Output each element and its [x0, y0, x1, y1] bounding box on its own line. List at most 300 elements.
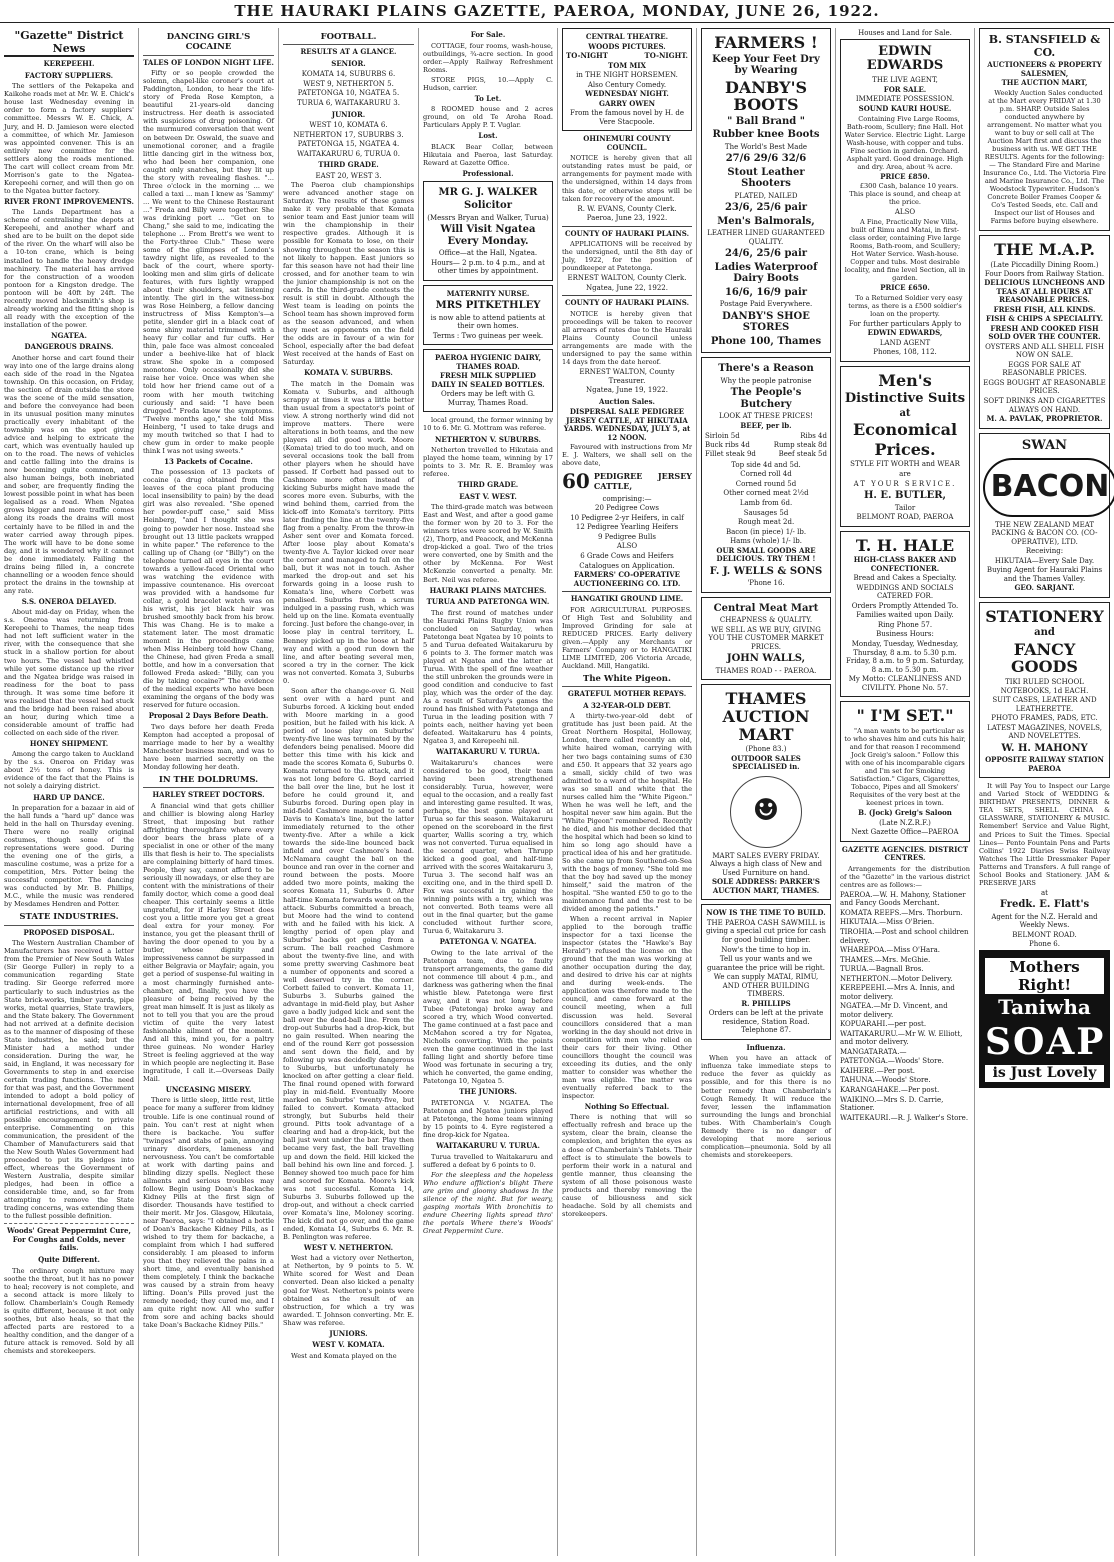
ad-text: F. J. WELLS & SONS [709, 565, 823, 577]
article-text: Arrangements for the distribution of the "Gazette" in the various district centres are as follows:— [840, 864, 970, 889]
heading: Quite Different. [38, 1255, 100, 1265]
heading: KEREPEEHI. [43, 59, 95, 69]
heading: GAZETTE AGENCIES. DISTRICT CENTRES. [841, 844, 969, 863]
meat-mart-ad [701, 597, 831, 681]
article-text: The match in the Domain was Komata v. Suburbs, and although scrappy at times it was a little better than usual from a spectator's point of view. A strong northerly wind did not improve matters. There were alterations in both teams, and the new players all did good work. Moore (Komata) tried to do too much, and on several occasions took the ball from other players when he should have passed. If Corbett had passed out to Cashmore more often instead of kicking Suburbs might have made the scores more even. Suburbs, with the wind behind them, carried from the kick-off into Komata's territory. Pitts later finding the line at the twenty-five flag from a penalty. From the throw-in Asher sent over and Komata forced. After loose play about Komata's twenty-five A. Taylor kicked over near the corner and managed to fall on the ball, but it was not in touch. Asher marked the drop-out and set his forwards going in a loose rush to Komata's line, where Corbett was penalised. Suburbs from a scrum indulged in a passing rush, which was held up on the line. Komata eventually forcing. Just before the change-over, in loose play in central territory, L. Benney picked up in the loose at half way and with a good run down the line, and after beating several men, scored a try in the corner. The kick was not converted. Komata 3, Suburbs 0. [283, 379, 414, 685]
ad-title: B. STANSFIELD & CO. [988, 33, 1101, 59]
ad-text: TO-NIGHT. [644, 51, 688, 61]
ad-text: and [1034, 627, 1055, 639]
ad-text: For further particulars Apply to [848, 319, 962, 328]
price-item: Hams (whole) 1/- lb. [730, 537, 802, 546]
ad-text: Stout Leather Shooters [727, 166, 805, 190]
ad-text: THE PAEROA CASH SAWMILL is giving a special cut price for cash for good building timber. [706, 918, 826, 944]
cattle-item: 20 Pedigree Cows [595, 504, 659, 513]
ad-text: FRESH FISH, ALL KINDS. [993, 304, 1096, 314]
ad-text: in THE NIGHT HORSEMEN. [576, 71, 678, 80]
notice-text: APPLICATIONS will be received by the undersigned, until the 8th day of July, 1922, for the position of poundkeeper at Patetonga. [562, 240, 692, 273]
heading: WAITAKARURU V. TURUA. [436, 747, 540, 757]
ad-text: STYLE FIT WORTH and WEAR [850, 460, 960, 469]
poem: For the sleepless and the hopeless Who endure affliction's blight There are grim and gloomy shadows In the silence of the night. But for weary, gasping mortals With bronchitis to endure Cheering lights spread thro' the portals Where there's Woods' Great Peppermint Cure. [423, 1170, 553, 1235]
ad-text: SOAP [985, 1021, 1106, 1064]
heading: THIRD GRADE. [457, 480, 519, 490]
article-text: In preparation for a bazaar in aid of the hall funds a "hard up" dance was held in the hall on Thursday evening. There were no really original costumes, though some of the representations were good. During the evening one of the girls, a masculine costume, was a prize for a competition, Mrs. Potter being the successful competitor. The dancing was conducted by Mr. B. Phillips, M.C., while the music was rendered by Mesdames Hendren and Potter. [4, 804, 134, 909]
ad-text: A Fine, Practically New Villa, built of Rimu and Matai, in first-class order, containing Five large Rooms, Bath-room, and Scullery; Hot Water Service. Wash-house. Copper and tubs. Most desirable locality, and fine level Section, all in garden. [844, 217, 966, 283]
heading: DANGEROUS DRAINS. [24, 342, 114, 352]
column-6 [697, 28, 836, 1556]
article-text: The possession of 13 packets of cocaine (a drug obtained from the leaves of the coca plant producing local insensibility to pain) by the dead girl was also revealed. "She opened her powder-puff case," said Miss Heinberg, "and I thought she was going to powder her nose. Instead she brought out 13 little packets wrapped in white paper." The reference to the calling up of Chang (or "Billy") on the telephone turned all eyes in the court towards a yellow-faced Oriental who was watching the evidence with impassive countenance. His overcoat was provided with a handsome fur collar, a gold bracelet watch was on his wrist, his jet black hair was brushed smoothly back from his brow. This was Chang. He is to make a statement later. The most dramatic moment in the proceedings came when Miss Heinberg told how Chang, the Chinese, had given Freda a small bottle, and how in a conversation that followed Freda asked: "Billy, can you die by taking cocaine?" The evidence of the medical experts who have been examining the organs of the body was reserved for future occasion. [143, 468, 274, 710]
agency-item: NETHERTON.—Motor Delivery. [840, 974, 953, 983]
ad-text: LEATHER LINED GUARANTEED QUALITY. [707, 229, 825, 246]
ad-text [566, 52, 688, 61]
cattle-item: 10 Pedigree 2-yr Heifers, in calf [570, 513, 684, 522]
heading: STATE INDUSTRIES. [4, 912, 134, 925]
heading: Woods' Great Peppermint Cure, For Coughs and Colds, never fails. [7, 1226, 131, 1253]
heading: IN THE DOLDRUMS. [143, 775, 274, 788]
ad-text: Weekly Auction Sales conducted at the Mart every FRIDAY at 1.30 p.m. SHARP. Outside Sales conducted anywhere by arrangement. No matter what you want to buy or sell call at The Auction Mart first and discuss the business with us. WE GET THE RESULTS. Agents for the following:— The Standard Fire and Marine Insurance Co., Ltd. The Victoria Fire and Marine Insurance Co., Ltd. The Woodstock Typewriter. Hudson's Concrete Boiler Frames Cooper & Co's Tested Seeds, etc. Call and Inspect our list of Houses and Farms before buying elsewhere. [983, 88, 1106, 226]
ad-text: AUCTIONEERS & PROPERTY SALESMEN, [987, 60, 1102, 78]
ad-text: R. PHILLIPS [741, 998, 791, 1008]
ad-text: FISH & CHIPS A SPECIALITY. [985, 314, 1104, 324]
heading: EAST V. WEST. [459, 491, 517, 501]
ad-text: Phone 6. [1029, 940, 1060, 949]
ad-text: Ladies Waterproof Dairy Boots [714, 261, 818, 285]
bacon-ad [979, 433, 1110, 598]
heading: To Let. [474, 93, 502, 103]
ad-text: HIGH-CLASS BAKER AND CONFECTIONER. [853, 555, 957, 573]
ad-text: We can supply MATAI, RIMU, AND OTHER BUILDING TIMBERS. [713, 973, 819, 999]
column-2 [139, 28, 279, 1556]
result-line: PATETONGA 15, NGATEA 4. [297, 140, 400, 149]
nurse-ad [423, 285, 553, 346]
ad-text: WOODS PICTURES. [588, 41, 666, 51]
article-text: Fifty or so people crowded the solemn, chapel-like coroner's court at Paddington, London, to hear the life-story of Freda Rose Kempton, a beautiful 21-years-old dancing instructress. Her death is associated with suspicions of drug poisoning. Of the murmured conversation that went on between Dr. Oswald, the suave and unemotional coroner, and a fragile little dancing girl in the witness box, who had been her companion, one caught only snatches, but they lit up the story with revealing flashes. "... Three o'clock in the morning ... we called a taxi ... man I knew as 'Sammy' ... We went to the Chinese Restaurant ..." Freda and Billy were together. She was drinking port ... "Get on to Chang," she said to me, indicating the telephone ... From Brett's we went to the Forty-three Club." These were some of the glimpses of London's tawdry night life, as revealed to the back of the court, where sporty-looking men and slim girls of delicate features, with furs lightly wrapped about their shoulders, sat listening intently. The girl in the witness-box was Rose Heinberg, a fellow dancing instructress of Miss Kempton's—a petite, slender girl in a black coat of some shiny material trimmed with a heavy fur collar and fur cuffs. Her thin, pale face was almost concealed under a beehive-like hat of black straw. She spoke in a composed monotone. Only occasionally did she raise her voice. Once was when she told how her friend came out of a room with her mouth twitching curiously and said: "I have been drugged." Freda knew the symptoms. "Twelve months ago," she told Miss Heinberg, "I used to take drugs and my mouth twitched so that I had to chew gum in order to make people think I was not using sweets." [143, 69, 274, 455]
notice-sign: R. W. EVANS, County Clerk. [577, 204, 677, 213]
ad-price: PRICE £650. [880, 283, 930, 293]
ad-text: WE SELL AS WE BUY, GIVING YOU THE CUSTOMER MARKET PRICES. [708, 625, 824, 651]
ad-text: THE NEW ZEALAND MEAT PACKING & BACON CO. (CO-OPERATIVE), LTD. [991, 520, 1098, 546]
soap-ad [979, 950, 1110, 1089]
ad-text: THE LIVE AGENT, [872, 76, 938, 85]
bacon-logo: BACON [983, 458, 1114, 517]
heading: Nothing So Effectual. [584, 1101, 670, 1111]
article-text: Another horse and cart found their way into one of the large drains along each side of the road in the Ngatea township. On this occasion, on Friday, the section of drain outside the store was the scene of the mild sensation, and before the conveyance had been in its unusual position many minutes practically every inhabitant of the township was on the spot giving advice and helping to extricate the cart, which was eventually hauled up on to the road. The news of vehicles and cattle falling into the drains is now becoming quite common, and also human beings, both inebriated and sober, are frequently finding the lowest possible point in what has been legalised as a road. When Ngatea grows bigger and more traffic comes along its roads the drains will most certainly have to be filled in and the water carried away through pipes. The work will have to be done some day, and it is wondered why it cannot be done immediately. Failing the drains being filled in, a concrete channelling or a wooden fence should protect the drains in the township at any rate. [4, 353, 134, 595]
agency-item: HIKUTAIA.—Miss O'Brien. [840, 918, 935, 927]
ad-text: BEEF, per lb. [740, 421, 792, 430]
agency-item: PATETONGA.—Woods' Store. [840, 1057, 944, 1066]
notice-date: Ngatea, June 22, 1922. [586, 283, 668, 292]
ad-title: There's a Reason [718, 363, 814, 375]
agency-item: TIROHIA.—Post and school children delivery. [840, 927, 969, 945]
result-line: EAST 20, WEST 3. [315, 171, 382, 180]
price-item: Corned round 5d [735, 479, 797, 488]
notice-text: NOTICE is hereby given that all outstanding rates must be paid, or arrangements for payment made with the undersigned, within 14 days from this date, or otherwise steps will be taken for recovery of the amount. [562, 154, 692, 203]
theatre-ad [562, 28, 692, 131]
ad-text: THE AUCTION MART, [1001, 78, 1088, 88]
classified: STORE PIGS, 10.—Apply C. Hudson, carrier. [423, 75, 553, 92]
ad-text: OUTDOOR SALES SPECIALISED in. [731, 753, 801, 772]
heading: THIRD GRADE. [318, 160, 379, 170]
heading: OHINEMURI COUNTY COUNCIL. [583, 134, 671, 152]
heading: COUNTY OF HAURAKI PLAINS. [564, 228, 690, 238]
ad-text: It will Pay You to Inspect our Large and Varied Stock of WEDDING & BIRTHDAY PRESENTS, DINNER & TEA SETS, SHELL CHINA & GLASSWARE, STATIONERY & MUSIC. Remember! Service and Value Right, and Prices to Suit the Times. Special Lines— Pento Fountain Pens and Parts Collins' 1922 Diaries Swiss Railway Watches The Little Dressmaker Paper Patterns and Transfers. A full range of School Books and Stationery. JAM & PRESERVE JARS [979, 782, 1110, 887]
ad-text: EDWIN EDWARDS, [867, 328, 943, 338]
heading: Lost. [478, 131, 498, 141]
ad-text: DANBY'S BOOTS [724, 77, 808, 115]
ad-text: SOLE ADDRESS: PARKER'S AUCTION MART, THAMES. [712, 877, 820, 895]
article-text: When you have an attack of influenza take immediate steps to reduce the fever as quickly as possible, and for this there is no better remedy than Chamberlain's Cough Remedy. It will reduce the fever, lessen the inflammation surrounding the lungs and bronchial tubes. With Chamberlain's Cough Remedy there is no danger of developing that more serious complication—pneumonia. Sold by all chemists and storekeepers. [701, 1054, 831, 1159]
ad-title: Mothers Right! [985, 958, 1104, 995]
ad-text: FARMERS' CO-OPERATIVE AUCTIONEERING CO. LTD. [573, 570, 681, 588]
ad-text: PEDIGREE JERSEY CATTLE, [593, 470, 692, 491]
agency-item: KAIHERE.—Per post. [840, 1066, 916, 1075]
heading: HARLEY STREET DOCTORS. [152, 790, 265, 800]
ad-text: From the famous novel by H. de Vere Stacpoole. [569, 109, 685, 126]
ad-text: Receiving: [1025, 547, 1064, 556]
article-text: A thirty-two-year-old debt of gratitude has just been paid. At the Great Northern Hospital, Holloway, London, there called recently an old, white haired woman, carrying with her two bags containing sums of £30 and £50. It appears that 32 years ago a small, sickly child of two was admitted to a ward of the hospital. He was so small and white that the nurses called him the "White Pigeon." When he was well he left, and the hospital never saw him again. But the "White Pigeon" remembered. Recently he died, and his mother decided that the hospital which had been so kind to him so long ago should have a practical idea of his and her gratitude. So she came up from Southend-on-Sea with the bags of money. "She told me that the boy had saved up the money himself," said the matron of the hospital. "She wanted £50 to go to the maintenance fund and the rest to be divided among the patients." [562, 712, 692, 914]
heading: FACTORY SUPPLIERS. [24, 70, 114, 80]
result-line: TURUA 6, WAITAKARURU 3. [297, 99, 400, 108]
heading: THE JUNIORS. [459, 1087, 517, 1097]
price-item: Other corned meat 2½d [723, 489, 809, 498]
heading: NGATEA. [51, 330, 87, 340]
heading: PROPOSED DISPOSAL. [23, 927, 115, 937]
ad-text: £300 Cash, balance 10 years. This place is sound, and cheap at the price. [849, 182, 961, 207]
ad-text: at [1041, 888, 1048, 897]
ad-text: Next Gazette Office—PAEROA [851, 828, 959, 837]
article-text: There is nothing that will so effectually refresh and brace up the system, clear the brain, cleanse the complexion, and brighten the eyes as a dose of Chamberlain's Tablets. Their effect is to stimulate the bowels to perform their work in a natural and gentle manner, thus cleansing the system of all those poisonous waste products and thereby removing the cause of biliousness and sick headache. Sold by all chemists and storekeepers. [562, 1113, 692, 1218]
ad-text: HIKUTAIA—Every Sale Day. [994, 556, 1095, 565]
column-4 [419, 28, 558, 1556]
heading: FOOTBALL. [283, 32, 414, 45]
ad-text: The People's Butchery [730, 387, 802, 410]
ad-text: The World's Best Made [724, 142, 808, 151]
ad-text: (Late N.Z.R.F.) [879, 818, 931, 827]
ad-price: 24/6, 25/6 pair [724, 248, 808, 260]
heading: TURUA AND PATETONGA WIN. [426, 597, 550, 607]
heading: HAURAKI PLAINS MATCHES. [429, 585, 547, 595]
heading: Auction Sales. [599, 396, 655, 406]
result-line: WEST 10, KOMATA 6. [309, 121, 388, 130]
heading: RIVER FRONT IMPROVEMENTS. [4, 196, 134, 206]
ad-text: Prices. [874, 439, 936, 459]
price-list [705, 432, 827, 460]
ad-text: My Motto: CLEANLINESS AND CIVILITY. Phone No. 57. [848, 675, 962, 692]
ad-text: Tell us your wants and we guarantee the price will be right. [707, 955, 825, 972]
ad-text: Bread and Cakes a Specialty. [853, 574, 957, 583]
ad-text: SOFT DRINKS AND CIGARETTES ALWAYS ON HAND. [983, 396, 1106, 414]
ad-text: PHOTO FRAMES, PADS, ETC. [991, 714, 1098, 723]
column-7 [836, 28, 975, 1556]
ad-title: SWAN [1021, 437, 1068, 453]
notice-date: Ngatea, June 19, 1922. [586, 386, 668, 395]
ad-text: H. E. BUTLER, [863, 490, 947, 502]
agency-item: WAITEKAURI.—R. J. Walker's Store. [840, 1113, 969, 1122]
ad-title: STATIONERY [985, 606, 1104, 626]
ad-text: JOHN WALLS, [726, 653, 806, 665]
ad-text: LOOK AT THESE PRICES! [719, 412, 813, 421]
agency-item: THAMES.—Mrs. McGhie. [840, 955, 931, 964]
heading: COUNTY OF HAURAKI PLAINS. [564, 298, 690, 308]
masthead: THE HAURAKI PLAINS GAZETTE, PAEROA, MONDAY, JUNE 26, 1922. [0, 0, 1114, 23]
notice-date: Paeroa, June 23, 1922. [586, 214, 668, 223]
ad-text: OUR SMALL GOODS ARE DELICIOUS. TRY THEM ! [716, 545, 816, 564]
ad-text: MRS PITKETHLEY [435, 300, 541, 312]
price-item: Rough meat 2d. [737, 518, 795, 527]
ad-title: PAEROA HYGIENIC DAIRY, THAMES ROAD. [434, 353, 542, 371]
baker-ad [840, 531, 970, 698]
ad-title: MATERNITY NURSE. [446, 288, 530, 298]
ad-text: TIKI RULED SCHOOL NOTEBOOKS, 1d EACH. [1000, 678, 1089, 695]
ad-title: THAMES AUCTION MART [722, 689, 810, 744]
ad-text: Also Century Comedy. [587, 80, 667, 89]
article-text: Turua travelled to Waitakaruru and suffered a defeat by 6 points to 0. [423, 1152, 553, 1169]
heading: A 32-YEAR-OLD DEBT. [583, 700, 671, 710]
sawmill-ad [701, 904, 831, 1039]
ad-text: IMMEDIATE POSSESSION. [855, 95, 955, 104]
stationery-ad [979, 602, 1110, 779]
ad-text: Business Hours: [876, 630, 934, 639]
heading: PATETONGA V. NGATEA. [439, 937, 537, 947]
price-item: Sausages 5d [743, 508, 789, 517]
ad-text: Terms : Two guineas per week. [432, 331, 544, 340]
section-tag: Houses and Land for Sale. [858, 29, 952, 37]
heading: For Sale. [470, 30, 506, 39]
price-item: Top side 4d and 5d. [731, 460, 801, 469]
ad-text: ALSO [894, 208, 916, 217]
cattle-item: Catalogues on Application. [579, 561, 675, 570]
ad-title: EDWIN EDWARDS [866, 43, 944, 74]
heading: WAITAKARURU V. TURUA. [436, 1141, 540, 1151]
ad-text: Ring Phone 57. [877, 620, 933, 629]
agency-item: MANGATARATA.— [840, 1047, 907, 1056]
price-row [705, 441, 827, 450]
ad-text: Orders Promptly Attended To. [851, 601, 959, 610]
cattle-item: ALSO [616, 542, 638, 551]
agency-item: KARANGAHAKE.—Per post. [840, 1086, 940, 1095]
heading: DANCING GIRL'S COCAINE [143, 32, 274, 56]
article-text: PATETONGA V. NGATEA. The Patetonga and Ngatea juniors played at Patetonga, the home team winning by 15 points to 4. Eyre registered a fine drop-kick for Ngatea. [423, 1098, 553, 1140]
price-item: Lamb from 6d. [739, 498, 793, 507]
price-item: Fillet steak 9d [705, 450, 756, 459]
edwards-ad [840, 39, 970, 362]
cattle-item: 9 Pedigree Bulls [598, 532, 656, 541]
ad-text: BELMONT ROAD, PAEROA [856, 513, 954, 522]
ad-text: Postage Paid Everywhere. [719, 300, 813, 309]
heading: JUNIOR. [331, 109, 366, 119]
ad-text: FANCY GOODS [1011, 639, 1078, 677]
ad-text: Favoured with instructions from Mr E. J. Walters, we shall sell on the above date, [562, 443, 692, 468]
agency-item: WAIKINO.—Mrs S. D. Carrie, Stationer. [840, 1095, 944, 1113]
ad-text: GEO. SARJANT. [1014, 583, 1075, 593]
article-text: Owing to the late arrival of the Patetonga team, due to faulty transport arrangements, the game did not commence till about 4 p.m., and darkness was gathering when the final whistle blew. Patetonga were first away, and it was not long before Tubee (Patetonga) broke away and scored a try, which Wood converted. The game continued at a fast pace and McMahon scored a try for Ngatea, Nicholls converting. With the points even the game continued in the last falling light and shortly before time Wood was fortunate in securing a try, which he converted, the game ending, Patetonga 10, Ngatea 5. [423, 948, 553, 1086]
heading: HONEY SHIPMENT. [29, 738, 109, 748]
heading: NETHERTON V. SUBURBS. [435, 434, 541, 444]
ad-text: 'Phone 16. [747, 579, 785, 588]
article-text: When a recent arrival in Napier applied to the borough traffic inspector for a taxi license the inspector (states the "Hawke's Bay Herald") refused the license on the ground that the man was working at another occupation during the day, and desired to drive his car at nights and during week-ends. The application was therefore made to the council, and came forward at the council meeting, when a full discussion was held. Several councillors considered that a man working in the day should not drive in competition with men who relied on their cars for their living. Other councillors thought the council was exceeding its duties, and the only matter to consider was whether the man was eligible. The matter was eventually referred back to the inspector. [562, 915, 692, 1100]
article-text: West had a victory over Netherton, at Netherton, by 9 points to 5. W. White scored for West and Dean converted. Dean also kicked a penalty goal for West. Netherton's points were obtained as the result of an obstruction, for which a try was awarded. T. Johnson converting. Mr. E. Shaw was referee. [283, 1254, 414, 1327]
ad-text: Monday, Tuesday, Wednesday, Thursday, 8 a.m. to 5.30 p.m. Friday, 8 a.m. to 9 p.m. Saturday, 8 a.m. to 5.30 p.m. [845, 640, 964, 674]
notice-sign: ERNEST WALTON, County Clerk. [567, 274, 687, 283]
result-line: WEST 9, NETHERTON 5. [303, 79, 394, 88]
ad-price: 16/6, 16/9 pair [724, 286, 808, 298]
ad-text: To a Returned Soldier very easy terms, as there is a £500 soldier's loan on the property. [848, 293, 963, 318]
agency-list [840, 891, 970, 1122]
ad-text: DANBY'S SHOE STORES [722, 310, 810, 334]
ad-text: LAND AGENT [879, 338, 931, 347]
article-text: The third-grade match was between East and West, and after a good game the former won by 20 to 3. For the winners tries were scored by W. Smith (2), Thorp, and Peacock, and McKenna drop-kicked a goal. Two of the tries were converted, one by Smith and the other by McKenna. For West McKenzie converted a penalty. Mr. Bert. Neil was referee. [423, 503, 553, 584]
ad-text: Rubber knee Boots [712, 129, 820, 141]
notice-sign: ERNEST WALTON, County Treasurer. [579, 368, 675, 385]
heading: KOMATA V. SUBURBS. [304, 367, 393, 377]
ad-price: 27/6 29/6 32/6 [725, 153, 807, 165]
ad-text: Distinctive Suits [844, 390, 966, 406]
ad-text: FOR SALE. [883, 84, 927, 94]
result-line: KOMATA 14, SUBURBS 6. [301, 70, 396, 79]
cattle-item: 12 Pedigree Yearling Heifers [575, 523, 679, 532]
ad-text: Will Visit Ngatea Every Monday. [440, 224, 536, 247]
ad-text: Men's Balmorals, [717, 215, 815, 227]
saloon-ad [840, 701, 970, 842]
auctioneer-figure-icon: ☻ [730, 776, 802, 848]
ad-text: BELMONT ROAD. [1012, 930, 1077, 939]
classified: 8 ROOMED house and 2 acres ground, on old Te Aroha Road. Particulars Apply P. T. Vuglar. [423, 105, 553, 130]
heading: TALES OF LONDON NIGHT LIFE. [143, 57, 274, 67]
column-5 [558, 28, 697, 1556]
price-item: Bacon (in piece) 1/- lb. [725, 527, 807, 536]
ad-title: FARMERS ! [714, 33, 818, 52]
tailor-ad [840, 366, 970, 527]
ad-text: WEDNESDAY NIGHT. [585, 89, 669, 99]
heading: S.S. ONEROA DELAYED. [21, 596, 117, 606]
section-title: "Gazette" District News [4, 30, 134, 57]
agency-item: KEREPEEHI.—Mrs A. Innis, and motor delivery. [840, 984, 955, 1001]
ad-text: W. H. MAHONY [1001, 742, 1088, 754]
ad-text: Economical [852, 420, 958, 440]
article-text: About mid-day on Friday, when the s.s. Oneroa was returning from Kerepeehi to Thames, the neap tides had not left sufficient water in the river, with the consequence that she stuck in a shallow portion for about two hours. The vessel had whistled while yet some distance up the river and the Ngatea bridge was raised in readiness for the boat to pass through. It was some time before it was realised that the vessel had stuck and the bridge had been raised about an hour, during which time a considerable amount of traffic had collected on each side of the river. [4, 608, 134, 737]
column-3 [279, 28, 419, 1556]
heading: JUNIORS. [329, 1328, 368, 1338]
ad-text: Now's the time to hop in. [721, 945, 811, 954]
ad-text: MART SALES EVERY FRIDAY. Always a high class of New and Used Furniture on hand. [709, 851, 822, 877]
agency-item: KOPUARAHI.—per post. [840, 1020, 927, 1029]
heading: HARD UP DANCE. [33, 792, 105, 802]
dairy-ad [423, 349, 553, 412]
ad-text: FRESH MILK SUPPLIED DAILY IN SEALED BOTTLES. [431, 371, 545, 389]
ad-text: Fredk. E. Flatt's [999, 899, 1090, 911]
ad-text: FOR AGRICULTURAL PURPOSES. Of High Test and Solubility and Improved Grinding for sale at REDUCED PRICES. Early delivery given.—Apply any Merchants or Farmers' Company or to HANGATIKI LIME LIMITED, 206 Victoria Arcade, Auckland. Mill, Hangatiki. [562, 605, 692, 670]
ad-text: " Ball Brand " [727, 115, 805, 127]
ad-text: Tailor [894, 503, 916, 512]
classified: BLACK Bear Collar, between Hikutaia and Paeroa, last Saturday. Reward at Gazette Office. [423, 142, 553, 167]
agency-item: PAEROA.—W. H. Mahony, Stationer and Fancy Goods Merchant. [840, 890, 966, 908]
ad-title: THE M.A.P. [993, 240, 1095, 260]
ad-text: DELICIOUS LUNCHEONS AND TEAS AT ALL HOURS AT REASONABLE PRICES. [984, 278, 1105, 305]
heading: WEST V. KOMATA. [312, 1340, 385, 1350]
ad-text: SUIT CASES, LEATHER AND LEATHERETTE. [992, 696, 1097, 713]
ad-text: THAMES ROAD - - PAEROA. [715, 666, 817, 675]
ad-text: Phones, 108, 112. [873, 348, 937, 357]
result-line: WAITAKARURU 6, TURUA 0. [297, 149, 400, 158]
agency-item: TAHUNA.—Woods' Store. [840, 1076, 931, 1085]
ad-text: GARRY OWEN [599, 98, 655, 108]
ad-text: Families waited upon Daily. [856, 611, 954, 620]
agency-item: NGATEA.—Mr D. Vincent, and motor delivery. [840, 1002, 948, 1019]
article-text: Among the cargo taken to Auckland by the s.s. Oneroa on Friday was about 2½ tons of honey. This is evidence of the fact that the Plains is not solely a dairying district. [4, 750, 134, 791]
heading: GRATEFUL MOTHER REPAYS. [567, 689, 687, 699]
price-item: Ribs 4d [800, 431, 827, 440]
result-line: NETHERTON 17, SUBURBS 3. [293, 130, 404, 139]
ad-text: OYSTERS AND ALL SHELL FISH NOW ON SALE. [985, 342, 1104, 360]
price-row [705, 432, 827, 441]
ad-text: "A man wants to be particular as to who shaves him and cuts his hair, and for that reason I recommend Jock Greig's saloon." Follow this with one of his incomparable cigars and I'm set for Smoking Satisfaction." Cigars, Cigarettes, Tobacco, Pipes and all Smokers' Requisites of the very best at the keenest prices in town. [844, 726, 966, 808]
heading: Influenza. [746, 1042, 786, 1052]
ad-title: MR G. J. WALKER [438, 186, 538, 198]
solicitor-ad [423, 181, 553, 281]
cattle-item: comprising:— [602, 494, 652, 503]
price-item: Rump steak 8d [773, 440, 827, 449]
ad-title: Central Meat Mart [713, 602, 819, 614]
auction-mart-ad [701, 684, 831, 900]
heading: Professional. [462, 168, 514, 178]
heading: SENIOR. [331, 58, 366, 68]
article-text: The Lands Department has a scheme of centralising the depots at Kerepeehi, and another wharf and shed are to be built on the depot side of the river. On the wharf will also be a 10-ton crane, which is being installed to handle the heavy dredge machinery. The material has arrived for the construction of a wooden pontoon for a Kingston dredge. The pontoon will be 40ft by 24ft. The recently moved blacksmith's shop is already working and the fitting shop is all ready with the exception of the installation of the power. [4, 208, 134, 329]
ad-text: is Just Lovely [985, 1065, 1104, 1082]
price-item: Corned roll 4d [740, 470, 792, 479]
ad-text: (Phone 83.) [745, 745, 787, 754]
ad-text: WEDDINGS AND SOCIALS CATERED FOR. [856, 583, 954, 601]
heading: WEST V. NETHERTON. [303, 1242, 394, 1252]
stansfield-ad [979, 28, 1110, 231]
article-text: The Paeroa club championships were advanced another stage on Saturday. The results of these games make it very probable that Komata senior team and East junior team will win the championship in their respective grades. Although it is possible for Komata to lose, on their showing throughout the season this is not likely to happen. East juniors so far this season have not had their line crossed, and for another team to win the junior championship is not on the cards. In the third-grade contests the result is still in doubt. Although the West team is leading on points the School team has shown improved form as the season advanced, and when they meet as opponents on the field the odds are in favour of a win for School, especially after the bad defeat West received at the hands of East on Saturday. [283, 181, 414, 366]
ad-text: CHEAPNESS & QUALITY. [719, 616, 813, 625]
article-text: There is little sleep, little rest, little peace for many a sufferer from kidney trouble. Life is one continual round of pain. You can't rest at night when there is backache. You suffer "twinges" and stabs of pain, annoying urinary disorders, lameness and nervousness. You can't be comfortable at work with darting pains and blinding dizzy spells. Neglect these ailments and serious troubles may follow. Begin using Doan's Backache Kidney Pills at the first sign of disorder. Thousands have testified to their merit. Mr Jos. Glasgow, Hikutaia, near Paeroa, says: "I obtained a bottle of Doan's Backache Kidney Pills, as I wished to try them for backache, a complaint from which I had suffered considerably. I am pleased to inform you that they relieved the pains in a short time, and eventually banished them completely. I think the backache was caused by a strain from heavy lifting. Doan's Pills proved just the remedy needed; they cured me, and I am quite right now. All who suffer from sore and aching backs should take Doan's Backache Kidney Pills." [143, 1096, 274, 1330]
article-text: A financial wind that gets chillier and chillier is blowing along Harley Street, that imposing but rather affrighting thoroughfare where every door bears the brass plate of a specialist in one or other of the many ills that flesh is heir to. The specialists are complaining bitterly of hard times. People, they say, cannot afford to be seriously ill nowadays, or else they are content with the ministrations of their family doctor, which come a good deal cheaper. This certainly seems a little ungrateful, for if Harley Street does cost you a little more you get a great deal extra for your money. For instance, you get the pleasant thrill of having the door opened to you by a butler, whose dignity and impressiveness cannot be surpassed in either Belgravia or Mayfair; again, you get a period of suspense-ful waiting in a most charmingly furnished ante-chamber, and, finally, you have the pleasure of being received by the great man himself. It is just as likely as not to tell you that you are the proud victim of quite the very latest fashionable ailment of the moment. And all this, mind you, for a paltry three guineas. No wonder Harley Street is feeling aggrieved at the way in which people are neglecting it. Base ingratitude, I call it.—Overseas Daily Mail. [143, 801, 275, 1083]
ad-text: SOUND KAURI HOUSE. [858, 104, 952, 113]
heading: 13 Packets of Cocaine. [164, 456, 253, 466]
ad-text: Orders can be left at the private residence, Station Road. Telephone 87. [708, 1009, 824, 1035]
agency-item: WAITAKARURU.—Mr W. W. Elliott, and motor delivery. [840, 1029, 963, 1047]
article-text: local ground, the former winning by 10 to 6. Mr. G. Mottram was referee. [423, 416, 553, 433]
ad-text: FRESH AND COOKED FISH SOLD OVER THE COUNTER. [988, 323, 1101, 342]
ad-text: EGGS FOR SALE AT REASONABLE PRICES. [1002, 360, 1087, 378]
ad-text: Taniwha [998, 995, 1091, 1020]
heading: Proposal 2 Days Before Death. [148, 711, 269, 721]
agency-item: WHAREPOA.—Miss O'Hara. [840, 946, 940, 955]
ad-text: Keep Your Feet Dry by Wearing [712, 53, 820, 77]
map-ad [979, 235, 1110, 428]
ad-text: Phone 100, Thames [710, 335, 822, 347]
ad-text: PLATED, NAILED [734, 191, 798, 200]
ad-text: M. A. PAVLAK, PROPRIETOR. [986, 414, 1103, 424]
agency-item: KOMATA REEFS.—Mrs. Thorburn. [840, 908, 963, 917]
ad-title: DISPERSAL SALE PEDIGREE JERSEY CATTLE, AT HIKUTAIA YARDS. WEDNESDAY, JULY 5, at 12 NOON. [563, 407, 691, 442]
ad-text: AT YOUR SERVICE. [853, 479, 957, 488]
price-item: Buck ribs 4d [705, 440, 750, 449]
notice-text: NOTICE is hereby given that proceedings will be taken to recover all arrears of rates due to the Hauraki Plains County Council unless arrangements are made with the undersigned to pay the same within 14 days from the date hereof. [562, 309, 692, 367]
price-item: Sirloin 5d [705, 431, 740, 440]
price-row [705, 450, 827, 459]
ad-price: 23/6, 25/6 pair [724, 202, 808, 214]
ad-text: EGGS BOUGHT AT REASONABLE PRICES. [983, 378, 1106, 396]
heading: The White Pigeon. [562, 674, 692, 687]
article-text: West and Komata played on the [291, 1351, 397, 1360]
danby-ad [701, 28, 831, 353]
article-text: Soon after the change-over G. Neil sent over with a hard punt and Suburbs forced. A kicking bout ended with Moore marking in a good position, but he failed with his kick. A period of loose play on Suburbs' twenty-five line was terminated by the defenders being penalised. Moore did better this time with his kick and made the scores Komata 6, Suburbs 0. Komata returned to the attack, and it was not long before G. Boyd carried the ball over the line, but he lost it before he could ground it, and Suburbs forced. During open play in mid-field Cashmore managed to send Davis to Komata's line, but the latter immediately returned to the other twenty-five. After a while a kick towards the side-line bounced back infield and over Cashmore's head. McNamara caught the ball on the bounce and ran over in the corner and round between the posts. Moore added two more points, making the scores Komata 11, Suburbs 0. After half-time Komata forwards went on the attack. Suburbs committed a breach, but Moore had the wind to contend with and he failed with his kick. A lengthy period of open play and Suburbs' backs got going from a scrum. The ball reached Cashmore about the twenty-five line, and with some pretty swerving Cashmore beat a number of opponents and scored a well deserved try in the corner. Corbett failed to convert. Komata 11, Suburbs 3. Suburbs gained the advantage in mid-field play, but Asher gave a badly judged kick and sent the ball over the dead-ball line. From the drop-out Suburbs had a drop-kick, but no gain resulted. When nearing the end of the round Kerr got possession and sent down the field, and by following up was decidedly dangerous to Suburbs, but unfortunately he knocked on after getting a clear field. The final round opened with forward play in mid-field. Eventually Moore marked on Suburbs' twenty-five, but failed to convert. Komata attacked strongly, but Suburbs held their ground. Pitts took advantage of a clearing and had a drop-kick, but the ball just went under the bar. Play then became very fast, the ball travelling up and down the field. Hill kicked the ball behind his own line and forced. J. Benney showed too much pace for him and scored for Komata. Moore's kick was not successful. Komata 14, Suburbs 3. Suburbs followed up the drop-out, and without a check carried over Komata's line, Moloney scoring. The kick did not go over, and the game ended, Komata 14, Suburbs 6. Mr. R. B. Penlington was referee. [283, 686, 414, 1241]
ad-text: 60 [562, 469, 590, 494]
price-item: Beef steak 5d [778, 450, 827, 459]
ad-title: Men's [878, 370, 932, 390]
ad-title: " I'M SET." [856, 706, 954, 726]
